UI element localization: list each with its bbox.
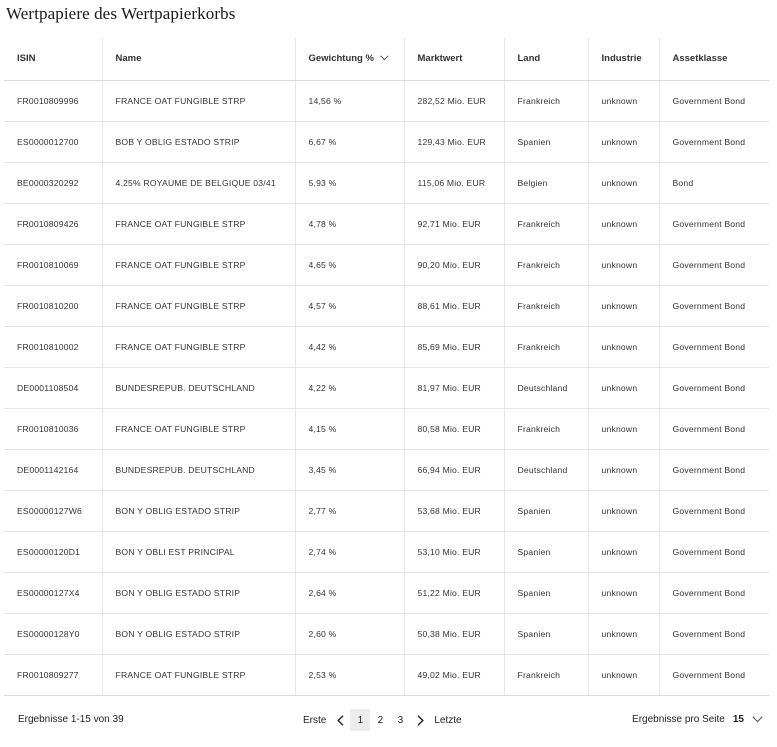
cell-name: BUNDESREPUB. DEUTSCHLAND [102, 449, 295, 490]
cell-country: Belgien [504, 162, 588, 203]
cell-weight: 4,15 % [295, 408, 404, 449]
page-size-value[interactable]: 15 [732, 714, 744, 725]
cell-weight: 4,57 % [295, 285, 404, 326]
cell-country: Spanien [504, 531, 588, 572]
cell-industry: unknown [588, 203, 659, 244]
table-row[interactable] [4, 80, 769, 121]
page-size-selector[interactable] [632, 714, 763, 725]
cell-country: Spanien [504, 121, 588, 162]
cell-industry: unknown [588, 449, 659, 490]
cell-asset-class: Government Bond [659, 572, 769, 613]
cell-name: BON Y OBLIG ESTADO STRIP [102, 572, 295, 613]
table-row[interactable] [4, 121, 769, 162]
table-row[interactable] [4, 285, 769, 326]
cell-isin: ES00000127X4 [4, 572, 102, 613]
cell-market-value: 90,20 Mio. EUR [404, 244, 504, 285]
cell-name: BUNDESREPUB. DEUTSCHLAND [102, 367, 295, 408]
cell-asset-class: Government Bond [659, 285, 769, 326]
cell-asset-class: Government Bond [659, 654, 769, 695]
cell-country: Frankreich [504, 654, 588, 695]
table-row[interactable] [4, 244, 769, 285]
pagination [299, 708, 466, 732]
cell-industry: unknown [588, 285, 659, 326]
cell-isin: BE0000320292 [4, 162, 102, 203]
cell-country: Spanien [504, 572, 588, 613]
cell-asset-class: Government Bond [659, 408, 769, 449]
cell-asset-class: Government Bond [659, 490, 769, 531]
cell-isin: DE0001108504 [4, 367, 102, 408]
column-header-label: Land [517, 53, 541, 65]
cell-industry: unknown [588, 531, 659, 572]
cell-country: Frankreich [504, 244, 588, 285]
cell-isin: ES00000120D1 [4, 531, 102, 572]
column-header-country[interactable] [504, 38, 588, 80]
cell-market-value: 53,10 Mio. EUR [404, 531, 504, 572]
cell-market-value: 115,06 Mio. EUR [404, 162, 504, 203]
column-header-market-value[interactable] [404, 38, 504, 80]
page-button-3[interactable]: 3 [397, 714, 404, 726]
table-row[interactable] [4, 326, 769, 367]
cell-market-value: 53,68 Mio. EUR [404, 490, 504, 531]
cell-industry: unknown [588, 613, 659, 654]
cell-country: Frankreich [504, 285, 588, 326]
cell-industry: unknown [588, 572, 659, 613]
table-row[interactable] [4, 613, 769, 654]
table-row[interactable] [4, 408, 769, 449]
cell-industry: unknown [588, 121, 659, 162]
cell-market-value: 66,94 Mio. EUR [404, 449, 504, 490]
cell-weight: 14,56 % [295, 80, 404, 121]
cell-asset-class: Government Bond [659, 121, 769, 162]
column-header-label: Assetklasse [672, 53, 728, 65]
column-header-label: Gewichtung % [308, 53, 374, 65]
cell-market-value: 88,61 Mio. EUR [404, 285, 504, 326]
cell-weight: 4,78 % [295, 203, 404, 244]
cell-asset-class: Government Bond [659, 244, 769, 285]
cell-market-value: 49,02 Mio. EUR [404, 654, 504, 695]
cell-country: Spanien [504, 490, 588, 531]
cell-industry: unknown [588, 408, 659, 449]
column-header-isin[interactable] [4, 38, 102, 80]
cell-asset-class: Bond [659, 162, 769, 203]
cell-name: FRANCE OAT FUNGIBLE STRP [102, 285, 295, 326]
cell-market-value: 50,38 Mio. EUR [404, 613, 504, 654]
cell-market-value: 85,69 Mio. EUR [404, 326, 504, 367]
cell-country: Frankreich [504, 326, 588, 367]
page-button-2[interactable]: 2 [377, 714, 384, 726]
cell-industry: unknown [588, 80, 659, 121]
column-header-asset-class[interactable] [659, 38, 769, 80]
cell-market-value: 51,22 Mio. EUR [404, 572, 504, 613]
page-size-label: Ergebnisse pro Seite [632, 714, 725, 725]
table-header-row [4, 38, 769, 80]
last-page-link[interactable]: Letzte [434, 714, 462, 726]
cell-isin: FR0010810002 [4, 326, 102, 367]
cell-market-value: 129,43 Mio. EUR [404, 121, 504, 162]
cell-industry: unknown [588, 244, 659, 285]
cell-asset-class: Government Bond [659, 80, 769, 121]
cell-isin: FR0010810200 [4, 285, 102, 326]
cell-name: FRANCE OAT FUNGIBLE STRP [102, 244, 295, 285]
table-row[interactable] [4, 572, 769, 613]
cell-name: FRANCE OAT FUNGIBLE STRP [102, 654, 295, 695]
cell-weight: 2,77 % [295, 490, 404, 531]
results-label: Ergebnisse [18, 714, 69, 725]
cell-name: FRANCE OAT FUNGIBLE STRP [102, 326, 295, 367]
cell-asset-class: Government Bond [659, 203, 769, 244]
cell-industry: unknown [588, 490, 659, 531]
cell-market-value: 282,52 Mio. EUR [404, 80, 504, 121]
cell-country: Frankreich [504, 203, 588, 244]
cell-isin: DE0001142164 [4, 449, 102, 490]
cell-country: Spanien [504, 613, 588, 654]
cell-market-value: 92,71 Mio. EUR [404, 203, 504, 244]
table-row[interactable] [4, 654, 769, 695]
cell-weight: 4,22 % [295, 367, 404, 408]
cell-country: Frankreich [504, 80, 588, 121]
cell-weight: 3,45 % [295, 449, 404, 490]
cell-isin: FR0010810069 [4, 244, 102, 285]
cell-asset-class: Government Bond [659, 449, 769, 490]
cell-weight: 6,67 % [295, 121, 404, 162]
chevron-down-icon[interactable] [752, 716, 763, 723]
chevron-down-icon [380, 53, 389, 64]
cell-weight: 4,65 % [295, 244, 404, 285]
cell-isin: FR0010809996 [4, 80, 102, 121]
cell-isin: FR0010809426 [4, 203, 102, 244]
results-count [18, 714, 124, 725]
column-header-label: Name [115, 53, 142, 65]
cell-isin: ES00000127W6 [4, 490, 102, 531]
cell-weight: 2,60 % [295, 613, 404, 654]
cell-asset-class: Government Bond [659, 367, 769, 408]
cell-name: BON Y OBLIG ESTADO STRIP [102, 613, 295, 654]
cell-weight: 2,53 % [295, 654, 404, 695]
cell-market-value: 81,97 Mio. EUR [404, 367, 504, 408]
cell-isin: FR0010810036 [4, 408, 102, 449]
cell-name: FRANCE OAT FUNGIBLE STRP [102, 80, 295, 121]
cell-industry: unknown [588, 654, 659, 695]
table-row[interactable] [4, 449, 769, 490]
table-row[interactable] [4, 490, 769, 531]
cell-country: Deutschland [504, 449, 588, 490]
column-header-weight[interactable] [295, 38, 404, 80]
holdings-table-container [4, 38, 769, 696]
cell-asset-class: Government Bond [659, 613, 769, 654]
cell-weight: 2,64 % [295, 572, 404, 613]
cell-industry: unknown [588, 367, 659, 408]
table-row[interactable] [4, 367, 769, 408]
cell-name: FRANCE OAT FUNGIBLE STRP [102, 203, 295, 244]
first-page-link[interactable]: Erste [303, 714, 327, 726]
holdings-table [4, 38, 769, 696]
column-header-label: Industrie [601, 53, 642, 65]
cell-isin: ES0000012700 [4, 121, 102, 162]
table-footer [4, 700, 769, 740]
cell-industry: unknown [588, 162, 659, 203]
cell-isin: FR0010809277 [4, 654, 102, 695]
table-row[interactable] [4, 162, 769, 203]
cell-asset-class: Government Bond [659, 531, 769, 572]
page-title: Wertpapiere des Wertpapierkorbs [6, 4, 236, 23]
page-button-1[interactable]: 1 [350, 709, 370, 731]
cell-market-value: 80,58 Mio. EUR [404, 408, 504, 449]
chevron-right-icon[interactable] [410, 709, 430, 731]
cell-industry: unknown [588, 326, 659, 367]
cell-asset-class: Government Bond [659, 326, 769, 367]
cell-name: 4.25% ROYAUME DE BELGIQUE 03/41 [102, 162, 295, 203]
table-row[interactable] [4, 203, 769, 244]
cell-name: FRANCE OAT FUNGIBLE STRP [102, 408, 295, 449]
results-range: 1-15 von 39 [70, 714, 124, 725]
cell-name: BOB Y OBLIG ESTADO STRIP [102, 121, 295, 162]
column-header-label: ISIN [17, 53, 36, 65]
column-header-label: Marktwert [417, 53, 463, 65]
chevron-left-icon[interactable] [330, 709, 350, 731]
cell-weight: 5,93 % [295, 162, 404, 203]
column-header-industry[interactable] [588, 38, 659, 80]
cell-isin: ES00000128Y0 [4, 613, 102, 654]
cell-weight: 2,74 % [295, 531, 404, 572]
table-body [4, 80, 769, 695]
cell-country: Frankreich [504, 408, 588, 449]
column-header-name[interactable] [102, 38, 295, 80]
cell-country: Deutschland [504, 367, 588, 408]
table-row[interactable] [4, 531, 769, 572]
cell-name: BON Y OBLI EST PRINCIPAL [102, 531, 295, 572]
cell-weight: 4,42 % [295, 326, 404, 367]
cell-name: BON Y OBLIG ESTADO STRIP [102, 490, 295, 531]
